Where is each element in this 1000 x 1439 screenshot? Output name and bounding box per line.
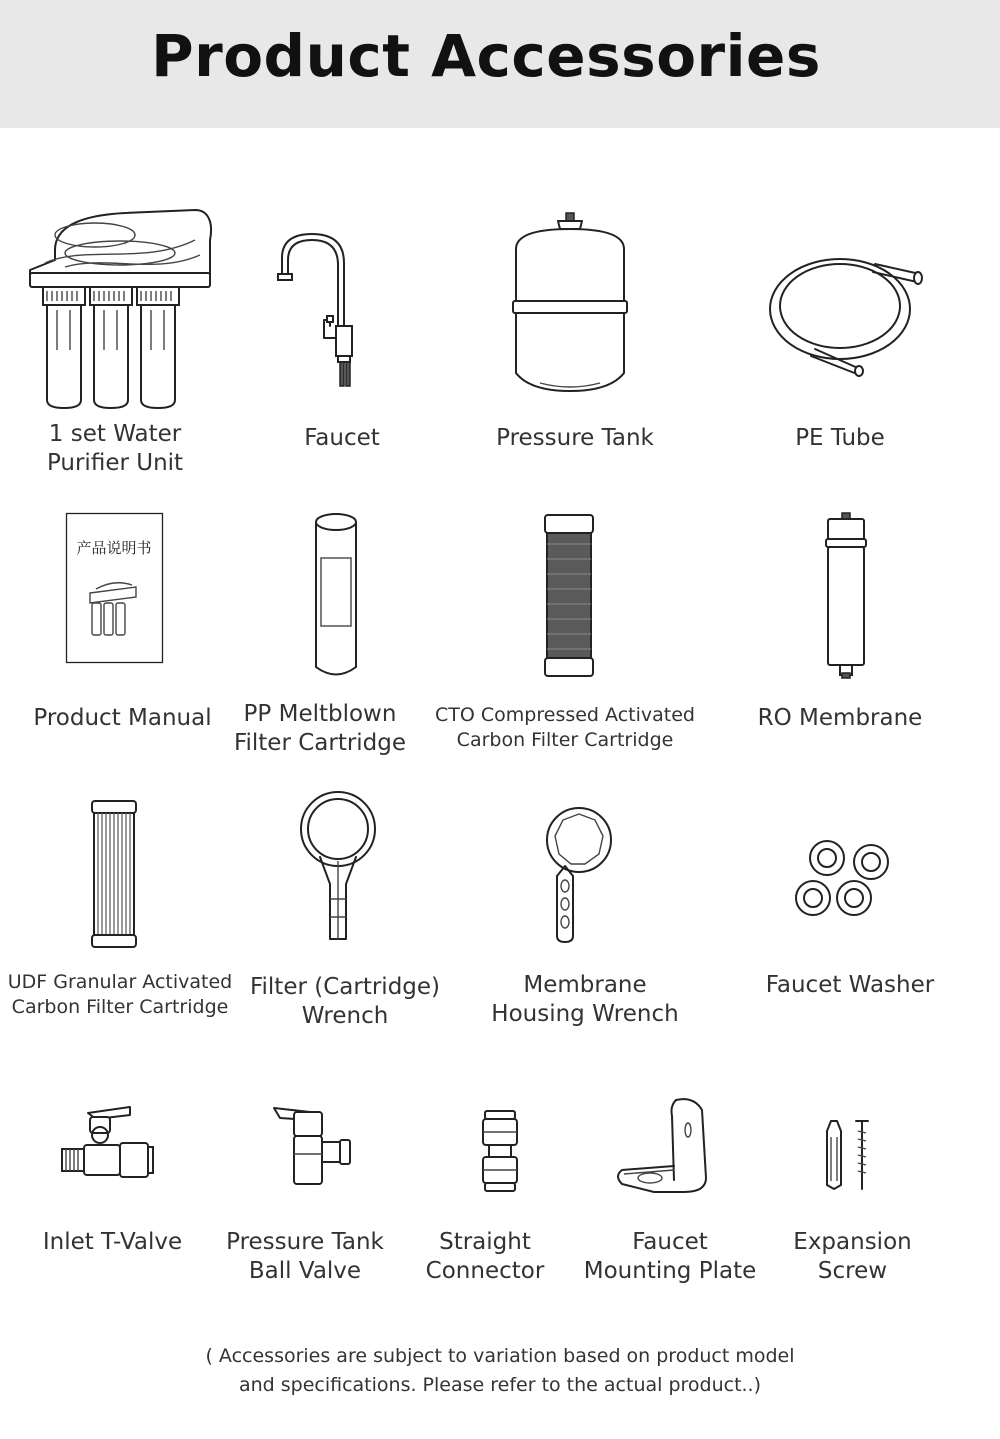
- straight-connector-icon: [479, 1110, 521, 1195]
- item-label-product-manual: Product Manual: [33, 705, 212, 731]
- pe-tube-icon: [765, 244, 925, 374]
- item-label-pe-tube: PE Tube: [795, 425, 885, 451]
- item-label-water-purifier-unit: 1 set Water Purifier Unit: [46, 421, 184, 476]
- product-manual-icon: [66, 513, 164, 665]
- item-label-straight-connector: Straight Connector: [425, 1229, 545, 1284]
- cto-cartridge-icon: [543, 514, 595, 678]
- item-label-faucet: Faucet: [304, 425, 380, 451]
- item-label-expansion-screw: Expansion Screw: [793, 1229, 912, 1284]
- item-label-inlet-t-valve: Inlet T-Valve: [42, 1229, 183, 1255]
- pressure-tank-icon: [510, 213, 635, 393]
- disclaimer-note: [0, 1342, 1000, 1400]
- disclaimer-line-2: and specifications. Please refer to the actual product..): [238, 1374, 762, 1396]
- item-label-filter-wrench: Filter (Cartridge) Wrench: [249, 974, 441, 1029]
- page-header: [0, 0, 1000, 128]
- expansion-screw-icon: [823, 1117, 873, 1192]
- item-label-ro-membrane: RO Membrane: [757, 705, 923, 731]
- faucet-icon: [272, 228, 367, 393]
- item-label-udf-cartridge: UDF Granular Activated Carbon Filter Cartridge: [7, 971, 233, 1018]
- membrane-wrench-icon: [543, 806, 615, 944]
- item-label-mounting-plate: Faucet Mounting Plate: [583, 1229, 757, 1284]
- page-title: Product Accessories: [151, 22, 821, 90]
- item-label-ball-valve: Pressure Tank Ball Valve: [226, 1229, 384, 1284]
- item-label-faucet-washer: Faucet Washer: [765, 972, 935, 998]
- ro-membrane-icon: [822, 513, 870, 680]
- item-label-cto-cartridge: CTO Compressed Activated Carbon Filter Cartridge: [435, 704, 695, 751]
- pp-cartridge-icon: [313, 512, 359, 677]
- inlet-t-valve-icon: [60, 1103, 155, 1178]
- faucet-washer-icon: [793, 838, 893, 920]
- water-purifier-unit-icon: [25, 205, 215, 415]
- mounting-plate-icon: [614, 1096, 714, 1196]
- udf-cartridge-icon: [90, 800, 138, 950]
- filter-wrench-icon: [298, 789, 380, 944]
- manual-cover-text: 产品说明书: [76, 539, 152, 557]
- ball-valve-icon: [270, 1104, 355, 1189]
- item-label-membrane-wrench: Membrane Housing Wrench: [491, 972, 679, 1027]
- item-label-pressure-tank: Pressure Tank: [496, 425, 654, 451]
- item-label-pp-cartridge: PP Meltblown Filter Cartridge: [233, 701, 407, 756]
- disclaimer-line-1: ( Accessories are subject to variation based on product model: [205, 1345, 795, 1367]
